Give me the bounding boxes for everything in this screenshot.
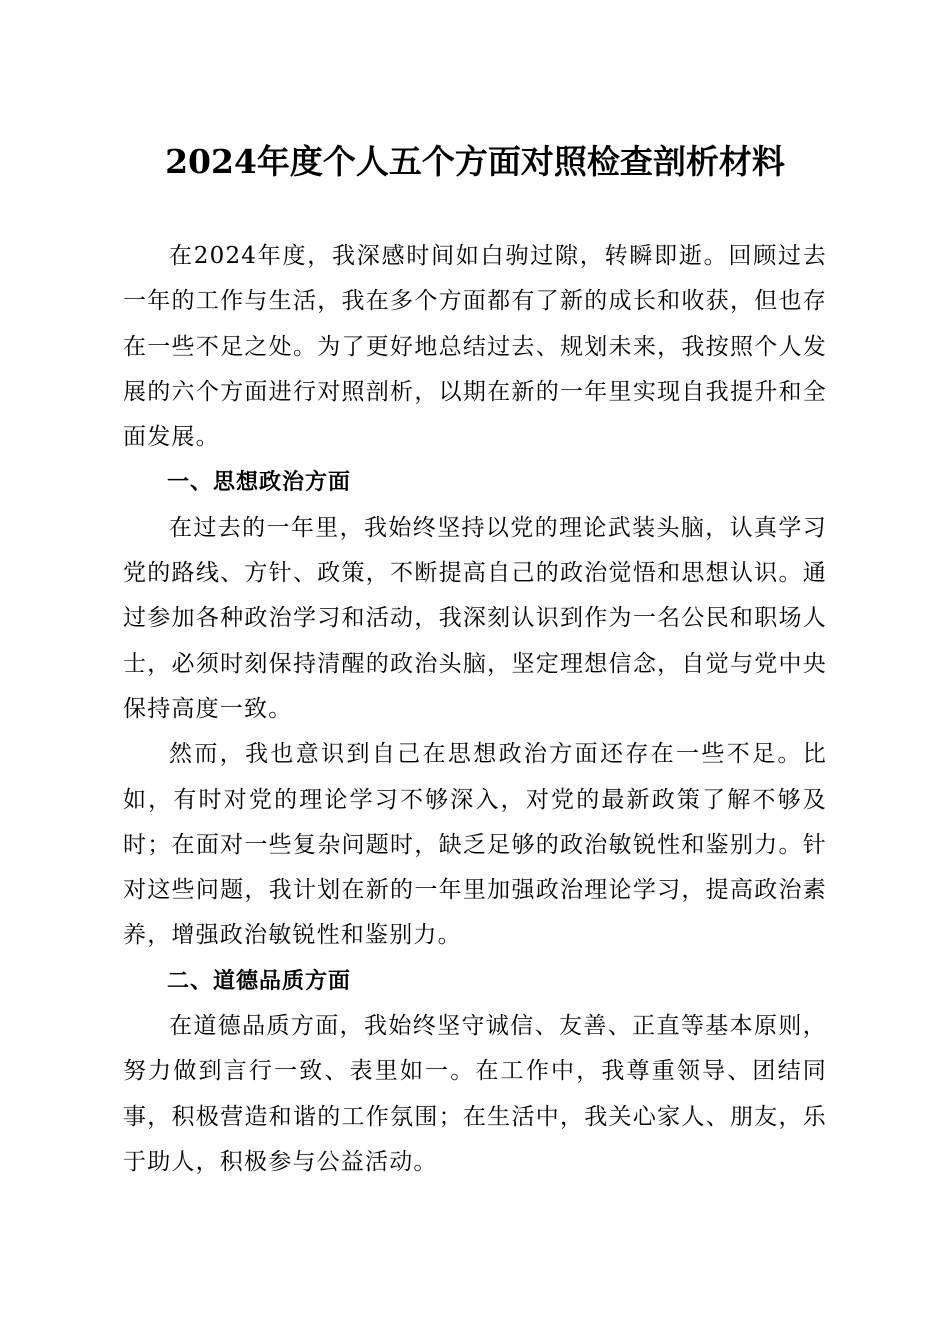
section-ideology [123, 460, 827, 958]
document-title: 2024年度个人五个方面对照检查剖析材料 [165, 142, 785, 181]
section-morality [123, 959, 827, 1185]
intro-paragraph: 在2024年度，我深感时间如白驹过隙，转瞬即逝。回顾过去一年的工作与生活，我在多个方面都有了新的成长和收获，但也存在一些不足之处。为了更好地总结过去、规划未来，我按照个人发展的六个方面进行对照剖析，以期在新的一年里实现自我提升和全面发展。 [123, 243, 827, 451]
section-paragraph: 在过去的一年里，我始终坚持以党的理论武装头脑，认真学习党的路线、方针、政策，不断提高自己的政治觉悟和思想认识。通过参加各种政治学习和活动，我深刻认识到作为一名公民和职场人士，必须时刻保持清醒的政治头脑，坚定理想信念，自觉与党中央保持高度一致。 [123, 514, 827, 722]
section-paragraph: 在道德品质方面，我始终坚守诚信、友善、正直等基本原则，努力做到言行一致、表里如一。在工作中，我尊重领导、团结同事，积极营造和谐的工作氛围；在生活中，我关心家人、朋友，乐于助人，积极参与公益活动。 [123, 1013, 827, 1175]
section-paragraph: 然而，我也意识到自己在思想政治方面还存在一些不足。比如，有时对党的理论学习不够深入，对党的最新政策了解不够及时；在面对一些复杂问题时，缺乏足够的政治敏锐性和鉴别力。针对这些问题，我计划在新的一年里加强政治理论学习，提高政治素养，增强政治敏锐性和鉴别力。 [123, 741, 827, 949]
section-heading: 二、道德品质方面 [167, 968, 352, 994]
document-body [123, 234, 827, 1185]
section-heading: 一、思想政治方面 [167, 470, 352, 496]
